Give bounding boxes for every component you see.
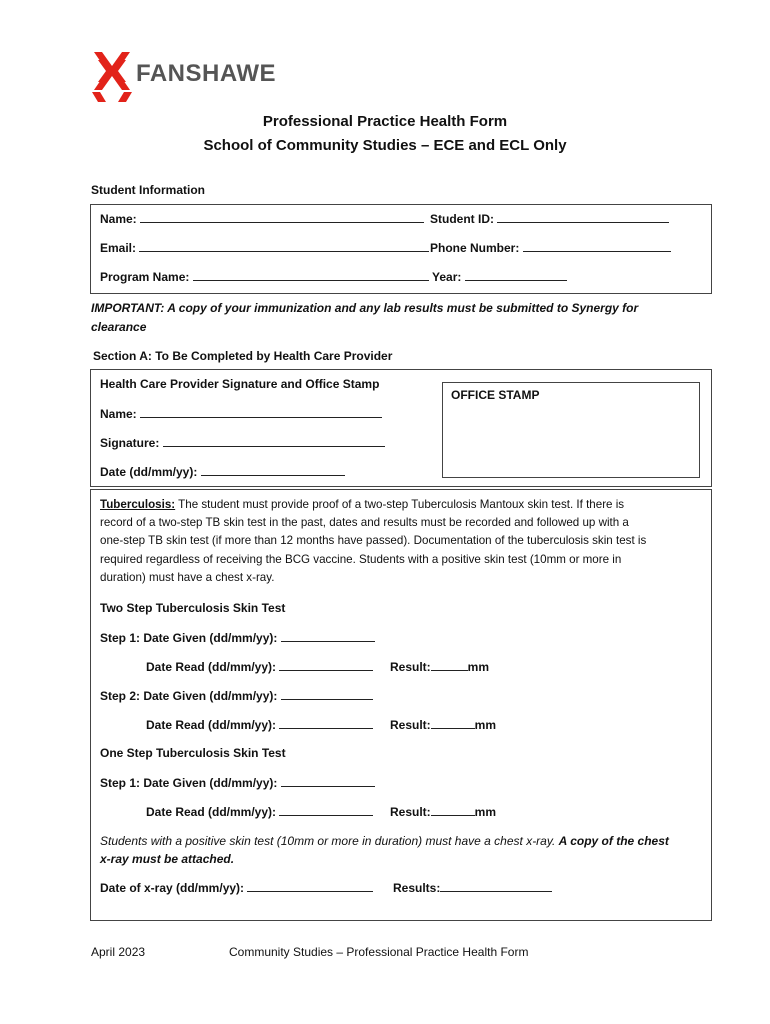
two-step-step2-result-row [390,717,496,732]
step1-result-input[interactable] [431,659,468,671]
name-input[interactable] [140,211,424,223]
provider-signature-label: Signature: [100,436,160,450]
xray-results-row [393,880,552,895]
fanshawe-emblem-icon [90,46,136,104]
xray-date-label: Date of x-ray (dd/mm/yy): [100,881,245,895]
tb-para-line1: The student must provide proof of a two-step Tuberculosis Mantoux skin test. If there is [178,498,625,511]
two-step-step1-read-row [146,659,373,674]
program-label: Program Name: [100,270,190,284]
provider-date-label: Date (dd/mm/yy): [100,465,198,479]
one-step-result-unit: mm [474,805,497,819]
xray-note-bold-cont: x-ray must be attached. [100,852,235,867]
provider-heading: Health Care Provider Signature and Office Stamp [100,377,380,391]
year-input[interactable] [465,269,567,281]
step1-result-unit: mm [467,660,490,674]
email-label: Email: [100,241,137,255]
one-step-given-input[interactable] [281,775,375,787]
name-row [100,211,424,226]
tb-para-line2: record of a two-step TB skin test in the past, dates and results must be recorded and followed up with a [100,516,629,530]
one-step-result-input[interactable] [431,804,475,816]
step2-read-input[interactable] [279,717,373,729]
provider-date-input[interactable] [201,464,345,476]
provider-name-input[interactable] [140,406,382,418]
xray-note-bold: A copy of the chest [558,834,669,848]
year-row [432,269,567,284]
email-input[interactable] [139,240,429,252]
student-id-row [430,211,669,226]
phone-row [430,240,671,255]
xray-note [100,832,706,868]
xray-date-input[interactable] [247,880,373,892]
phone-input[interactable] [523,240,671,252]
step2-result-label: Result: [390,718,431,732]
step1-read-label: Date Read (dd/mm/yy): [146,660,277,674]
tb-para-line4: required regardless of receiving the BCG vaccine. Students with a positive skin test (10mm or more in [100,552,622,566]
step1-read-input[interactable] [279,659,373,671]
provider-name-label: Name: [100,407,137,421]
tb-paragraph [100,496,706,587]
tb-label: Tuberculosis: [100,498,176,511]
two-step-step2-row [100,688,373,703]
one-step-read-row [146,804,373,819]
one-step-heading: One Step Tuberculosis Skin Test [100,746,286,760]
two-step-heading: Two Step Tuberculosis Skin Test [100,601,286,615]
name-label: Name: [100,212,137,226]
step2-given-input[interactable] [281,688,373,700]
provider-signature-row [100,435,385,450]
office-stamp-label: OFFICE STAMP [451,388,540,402]
brand-name: FANSHAWE [136,60,277,87]
tb-para-line3: one-step TB skin test (if more than 12 months have passed). Documentation of the tuberculosis skin test is [100,534,647,548]
step2-result-unit: mm [474,718,497,732]
year-label: Year: [432,270,462,284]
important-note: IMPORTANT: A copy of your immunization and any lab results must be submitted to Synergy for [91,301,639,315]
form-title: Professional Practice Health Form [262,113,508,130]
section-a-heading: Section A: To Be Completed by Health Care Provider [93,349,393,363]
xray-date-row [100,880,373,895]
xray-results-input[interactable] [440,880,552,892]
provider-date-row [100,464,345,479]
phone-label: Phone Number: [430,241,520,255]
one-step-read-label: Date Read (dd/mm/yy): [146,805,277,819]
important-note-cont: clearance [91,320,147,334]
two-step-step1-row [100,630,375,645]
one-step-step1-row [100,775,375,790]
footer-title: Community Studies – Professional Practice Health Form [229,945,529,959]
one-step-result-label: Result: [390,805,431,819]
step1-given-label: Step 1: Date Given (dd/mm/yy): [100,631,278,645]
student-id-input[interactable] [497,211,669,223]
one-step-given-label: Step 1: Date Given (dd/mm/yy): [100,776,278,790]
fanshawe-logo [90,46,277,106]
email-row [100,240,429,255]
one-step-read-input[interactable] [279,804,373,816]
provider-name-row [100,406,382,421]
step2-read-label: Date Read (dd/mm/yy): [146,718,277,732]
step1-result-label: Result: [390,660,431,674]
student-id-label: Student ID: [430,212,494,226]
provider-signature-input[interactable] [163,435,385,447]
xray-results-label: Results: [393,881,441,895]
tb-para-line5: duration) must have a chest x-ray. [100,570,275,584]
two-step-step1-result-row [390,659,489,674]
xray-note-italic: Students with a positive skin test (10mm or more in duration) must have a chest x-ray. [100,834,556,848]
step2-given-label: Step 2: Date Given (dd/mm/yy): [100,689,278,703]
step1-given-input[interactable] [281,630,375,642]
two-step-step2-read-row [146,717,373,732]
step2-result-input[interactable] [431,717,475,729]
footer-date: April 2023 [91,945,146,959]
program-input[interactable] [193,269,429,281]
one-step-result-row [390,804,496,819]
form-subtitle: School of Community Studies – ECE and ECL Only [203,137,567,154]
program-row [100,269,429,284]
student-info-heading: Student Information [91,183,205,197]
